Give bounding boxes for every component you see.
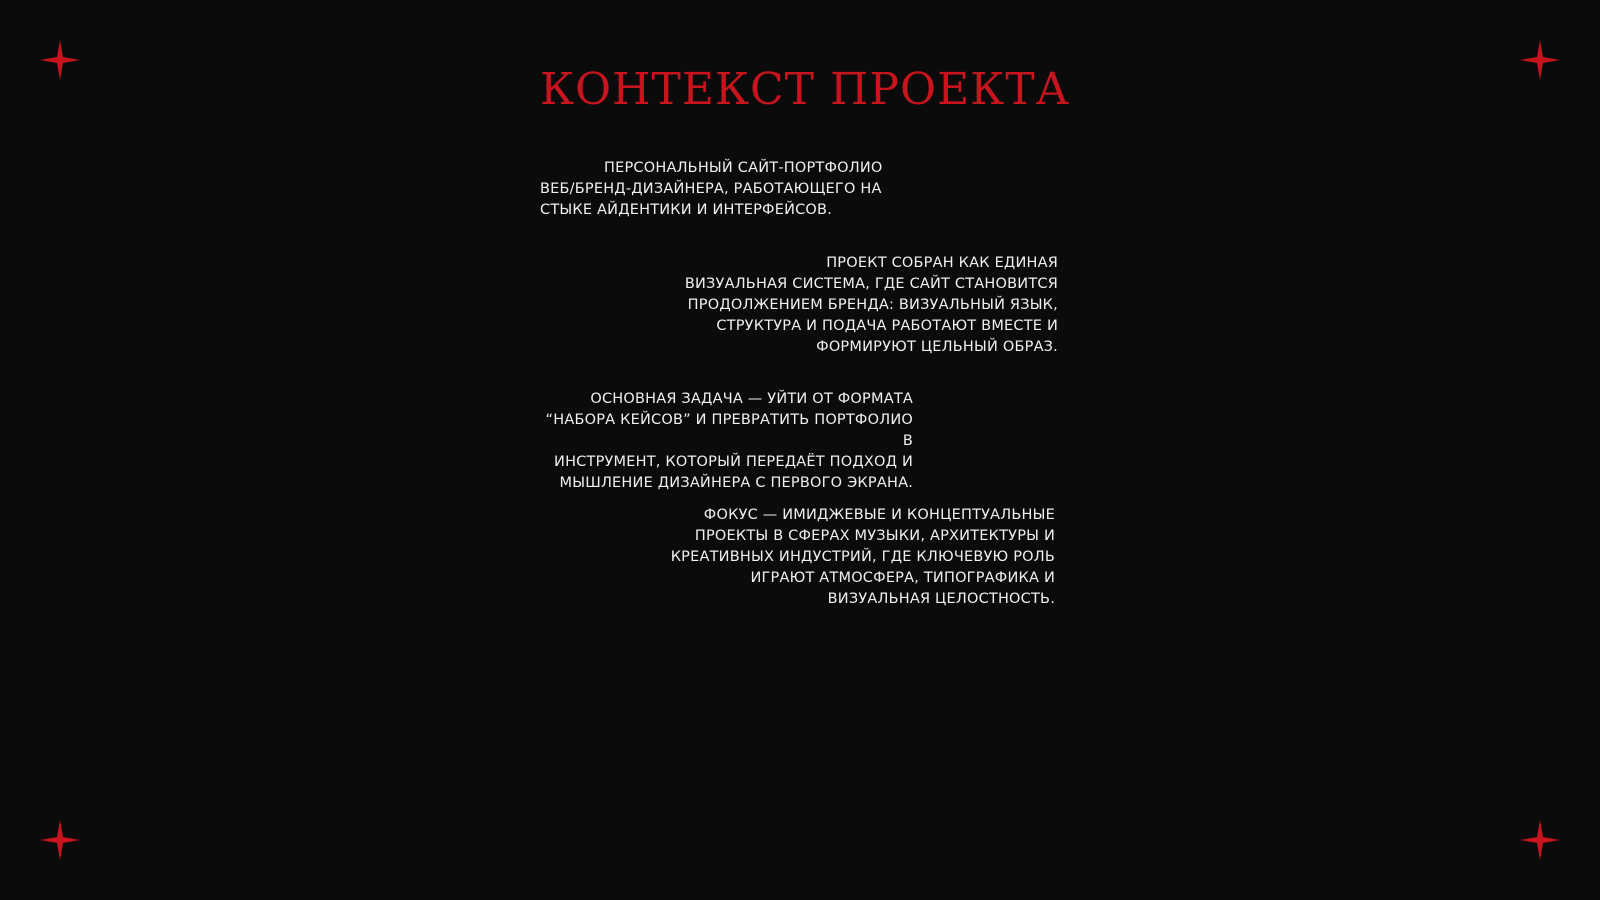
- star-icon-top-right: [1520, 40, 1560, 80]
- paragraph-main-task: ОСНОВНАЯ ЗАДАЧА — УЙТИ ОТ ФОРМАТА “НАБОРА КЕЙСОВ” И ПРЕВРАТИТЬ ПОРТФОЛИО В ИНСТРУМЕНТ, КОТОРЫЙ ПЕРЕДАЁТ ПОДХОД И МЫШЛЕНИЕ ДИЗАЙНЕРА С ПЕРВОГО ЭКРАНА.: [545, 391, 913, 491]
- star-icon-bottom-right: [1520, 820, 1560, 860]
- paragraph-visual-system: ПРОЕКТ СОБРАН КАК ЕДИНАЯ ВИЗУАЛЬНАЯ СИСТЕМА, ГДЕ САЙТ СТАНОВИТСЯ ПРОДОЛЖЕНИЕМ БРЕНДА: ВИЗУАЛЬНЫЙ ЯЗЫК, СТРУКТУРА И ПОДАЧА РАБОТАЮТ ВМЕСТЕ И ФОРМИРУЮТ ЦЕЛЬНЫЙ ОБРАЗ.: [684, 255, 1058, 355]
- paragraph-intro: ПЕРСОНАЛЬНЫЙ САЙТ-ПОРТФОЛИО ВЕБ/БРЕНД-ДИЗАЙНЕРА, РАБОТАЮЩЕГО НА СТЫКЕ АЙДЕНТИКИ И ИНТЕРФЕЙСОВ.: [540, 160, 883, 218]
- star-icon-bottom-left: [40, 820, 80, 860]
- page-title: КОНТЕКСТ ПРОЕКТА: [540, 64, 1070, 115]
- paragraph-focus: ФОКУС — ИМИДЖЕВЫЕ И КОНЦЕПТУАЛЬНЫЕ ПРОЕКТЫ В СФЕРАХ МУЗЫКИ, АРХИТЕКТУРЫ И КРЕАТИВНЫХ ИНДУСТРИЙ, ГДЕ КЛЮЧЕВУЮ РОЛЬ ИГРАЮТ АТМОСФЕРА, ТИПОГРАФИКА И ВИЗУАЛЬНАЯ ЦЕЛОСТНОСТЬ.: [670, 507, 1055, 607]
- star-icon-top-left: [40, 40, 80, 80]
